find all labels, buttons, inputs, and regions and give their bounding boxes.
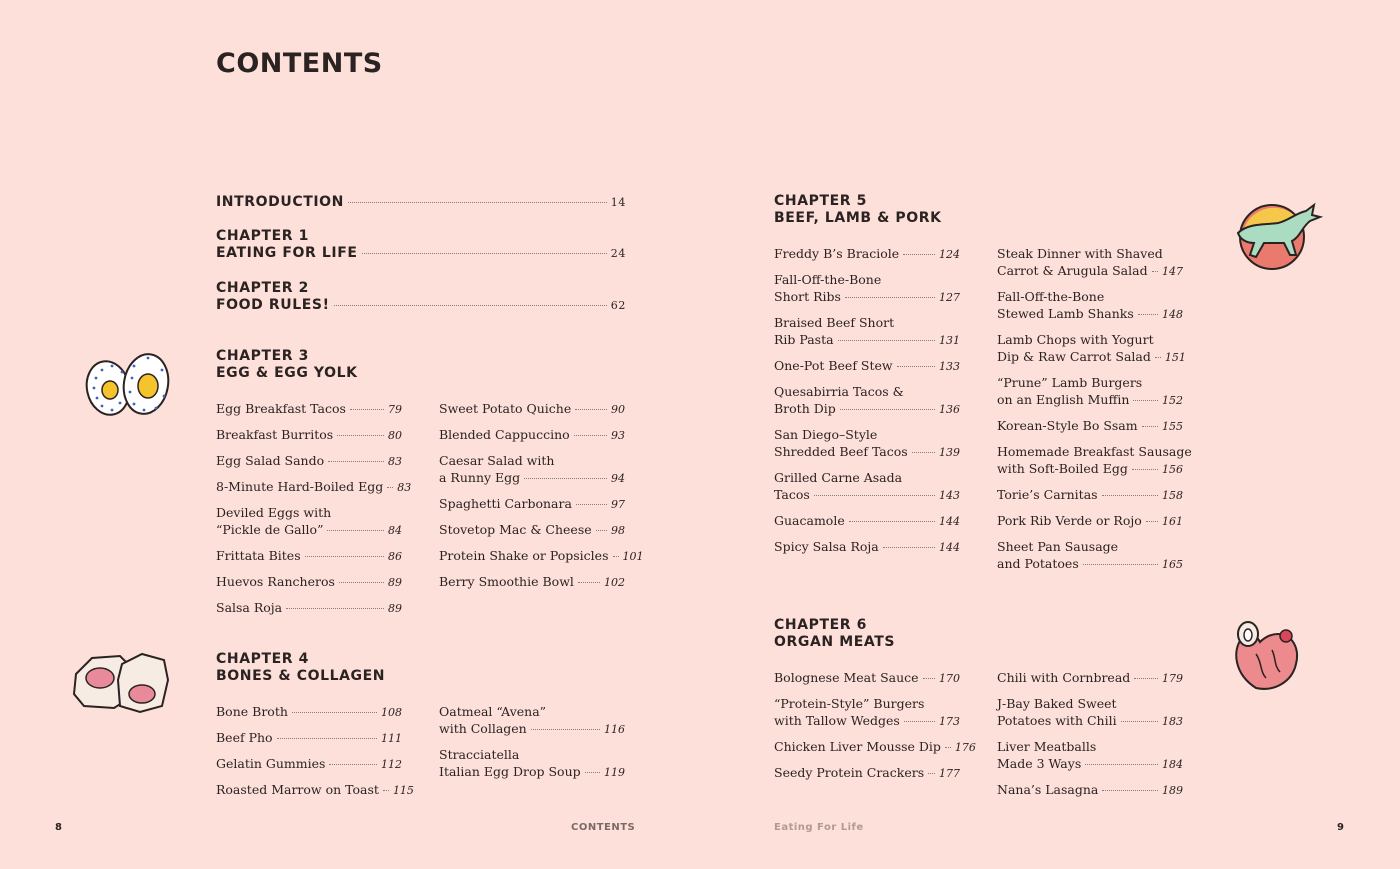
entry-title-line: One-Pot Beef Stew <box>774 358 893 373</box>
dot-leader <box>1152 271 1158 272</box>
entry-title-line: “Pickle de Gallo” <box>216 522 324 537</box>
entry-title-line: EATING FOR LIFE <box>216 245 358 261</box>
entry-last-line <box>439 426 625 444</box>
entry-last-line <box>997 669 1183 687</box>
page-number: 112 <box>381 758 402 771</box>
entry-title-line: with Soft-Boiled Egg <box>997 461 1128 476</box>
entry-title-line: and Potatoes <box>997 556 1079 571</box>
page-number: 170 <box>939 672 960 685</box>
dot-leader <box>339 582 384 583</box>
entry-last-line <box>774 288 960 306</box>
toc-recipe-entry <box>216 573 402 591</box>
entry-last-line <box>439 469 625 487</box>
page-number: 116 <box>604 723 625 736</box>
entry-title-line: Grilled Carne Asada <box>774 470 903 485</box>
entry-title-line: Italian Egg Drop Soup <box>439 764 581 779</box>
entry-title-line: Korean-Style Bo Ssam <box>997 418 1138 433</box>
dot-leader <box>1083 564 1158 565</box>
entry-last-line <box>774 738 976 756</box>
entry-title-line: “Prune” Lamb Burgers <box>997 375 1143 390</box>
toc-recipe-entry <box>439 746 625 781</box>
entry-title-line: with Tallow Wedges <box>774 713 900 728</box>
page-number: 183 <box>1162 715 1183 728</box>
entry-title-line: Fall-Off-the-Bone <box>774 272 882 287</box>
entry-title-line: Sheet Pan Sausage <box>997 539 1119 554</box>
entry-title-line: Frittata Bites <box>216 548 301 563</box>
toc-recipe-entry <box>774 512 960 530</box>
entry-title-line: on an English Muffin <box>997 392 1130 407</box>
toc-recipe-entry <box>216 478 412 496</box>
page-number: 84 <box>388 524 402 537</box>
toc-recipe-entry <box>439 400 625 418</box>
chapter-number: CHAPTER 3 <box>216 348 309 364</box>
entry-last-line <box>216 755 402 773</box>
page-number: 176 <box>954 741 976 754</box>
chapter-name: BEEF, LAMB & PORK <box>774 210 942 226</box>
entry-title-line: San Diego–Style <box>774 427 878 442</box>
toc-recipe-entry <box>216 729 402 747</box>
toc-recipe-entry <box>216 547 402 565</box>
dot-leader <box>1155 357 1161 358</box>
entry-title-line: Seedy Protein Crackers <box>774 765 925 780</box>
toc-recipe-entry <box>216 599 402 617</box>
dot-leader <box>903 254 935 255</box>
toc-recipe-entry <box>439 426 625 444</box>
entry-title-line: Breakfast Burritos <box>216 427 334 442</box>
toc-recipe-entry <box>997 512 1183 530</box>
entry-title-line: Sweet Potato Quiche <box>439 401 572 416</box>
page-number: 115 <box>392 784 414 797</box>
dot-leader <box>578 582 600 583</box>
dot-leader <box>574 435 607 436</box>
entry-title-line: Rib Pasta <box>774 332 834 347</box>
page-number: 90 <box>611 403 625 416</box>
page-number: 108 <box>381 706 402 719</box>
toc-recipe-entry <box>997 374 1183 409</box>
right-running-head: Eating For Life <box>774 822 864 833</box>
page-number: 124 <box>939 248 960 261</box>
dot-leader <box>1102 790 1158 791</box>
dot-leader <box>576 504 607 505</box>
entry-title-line: Egg Salad Sando <box>216 453 325 468</box>
entry-last-line <box>216 478 412 496</box>
entry-last-line <box>216 729 402 747</box>
chapter-name: BONES & COLLAGEN <box>216 668 386 684</box>
entry-last-line <box>774 331 960 349</box>
toc-recipe-entry <box>774 271 960 306</box>
page-number: 165 <box>1162 558 1183 571</box>
dot-leader <box>904 721 935 722</box>
entry-title-line: Deviled Eggs with <box>216 505 332 520</box>
toc-recipe-entry <box>216 426 402 444</box>
dot-leader <box>613 556 619 557</box>
toc-recipe-entry <box>216 504 402 539</box>
page-number: 152 <box>1162 394 1183 407</box>
toc-recipe-entry <box>216 452 402 470</box>
toc-recipe-entry <box>997 781 1183 799</box>
entry-title-line: Huevos Rancheros <box>216 574 335 589</box>
dot-leader <box>305 556 384 557</box>
page-number: 148 <box>1162 308 1183 321</box>
page-number: 119 <box>604 766 625 779</box>
entry-last-line <box>216 245 626 262</box>
page-number: 79 <box>388 403 402 416</box>
entry-title-line: Tacos <box>774 487 810 502</box>
toc-recipe-entry <box>774 469 960 504</box>
entry-last-line <box>997 460 1183 478</box>
dot-leader <box>575 409 607 410</box>
entry-last-line <box>774 669 960 687</box>
right-page-number: 9 <box>1337 822 1345 833</box>
toc-recipe-entry <box>997 443 1192 478</box>
entry-title-line: Potatoes with Chili <box>997 713 1117 728</box>
entry-last-line <box>997 305 1183 323</box>
toc-recipe-entry <box>774 669 960 687</box>
entry-last-line <box>439 573 625 591</box>
toc-recipe-entry <box>439 495 625 513</box>
dot-leader <box>883 547 935 548</box>
page-number: 86 <box>388 550 402 563</box>
marrow-bones-illustration-icon <box>70 650 172 716</box>
entry-last-line <box>774 486 960 504</box>
toc-recipe-entry <box>997 288 1183 323</box>
chapter-heading <box>216 348 358 382</box>
entry-last-line <box>439 547 644 565</box>
page-number: 184 <box>1162 758 1183 771</box>
page-number: 101 <box>622 550 644 563</box>
page-number: 83 <box>397 481 412 494</box>
page-number: 62 <box>610 299 626 312</box>
dot-leader <box>838 340 935 341</box>
entry-last-line <box>774 538 960 556</box>
entry-last-line <box>774 764 960 782</box>
entry-last-line <box>997 512 1183 530</box>
dot-leader <box>531 729 600 730</box>
chapter-heading <box>216 651 385 685</box>
dot-leader <box>923 678 935 679</box>
page-number: 189 <box>1162 784 1183 797</box>
entry-title-line: Liver Meatballs <box>997 739 1097 754</box>
entry-title-line: Stracciatella <box>439 747 520 762</box>
dot-leader <box>327 530 384 531</box>
entry-title-line: Shredded Beef Tacos <box>774 444 908 459</box>
entry-last-line <box>439 521 625 539</box>
toc-recipe-entry <box>997 669 1183 687</box>
dot-leader <box>1142 426 1158 427</box>
entry-title-line: Caesar Salad with <box>439 453 555 468</box>
page-number: 24 <box>610 247 626 260</box>
dot-leader <box>383 790 389 791</box>
page-number: 158 <box>1162 489 1183 502</box>
entry-title-line: Dip & Raw Carrot Salad <box>997 349 1151 364</box>
entry-title-line: INTRODUCTION <box>216 194 344 210</box>
page-number: 155 <box>1162 420 1183 433</box>
chapter-name: ORGAN MEATS <box>774 634 896 650</box>
entry-title-line: Braised Beef Short <box>774 315 895 330</box>
entry-last-line <box>216 194 626 211</box>
entry-title-line: Berry Smoothie Bowl <box>439 574 574 589</box>
chapter-heading <box>774 193 942 227</box>
dot-leader <box>897 366 935 367</box>
toc-recipe-entry <box>774 764 960 782</box>
entry-title-line: Torie’s Carnitas <box>997 487 1098 502</box>
toc-recipe-entry <box>216 755 402 773</box>
dot-leader <box>912 452 935 453</box>
page-number: 89 <box>388 576 402 589</box>
dot-leader <box>328 461 384 462</box>
dot-leader <box>337 435 384 436</box>
dot-leader <box>585 772 600 773</box>
dot-leader <box>524 478 607 479</box>
entry-title-line: Bolognese Meat Sauce <box>774 670 919 685</box>
entry-title-line: Oatmeal “Avena” <box>439 704 547 719</box>
chapter-number: CHAPTER 5 <box>774 193 867 209</box>
entry-title-line: FOOD RULES! <box>216 297 330 313</box>
toc-recipe-entry <box>774 738 976 756</box>
page-number: 14 <box>610 196 626 209</box>
entry-title-line: Pork Rib Verde or Rojo <box>997 513 1142 528</box>
entry-last-line <box>216 452 402 470</box>
entry-title-line: Stewed Lamb Shanks <box>997 306 1134 321</box>
entry-title-line: Nana’s Lasagna <box>997 782 1099 797</box>
entry-title-line: Stovetop Mac & Cheese <box>439 522 592 537</box>
entry-title-line: Gelatin Gummies <box>216 756 326 771</box>
dot-leader <box>387 487 393 488</box>
page-number: 156 <box>1162 463 1183 476</box>
entry-title-line: Salsa Roja <box>216 600 283 615</box>
dot-leader <box>348 202 607 203</box>
page-number: 93 <box>611 429 625 442</box>
toc-recipe-entry <box>774 538 960 556</box>
page-number: 136 <box>939 403 960 416</box>
dot-leader <box>329 764 377 765</box>
entry-last-line <box>997 555 1183 573</box>
chapter-number: CHAPTER 6 <box>774 617 867 633</box>
page-number: 144 <box>939 515 960 528</box>
toc-recipe-entry <box>439 703 625 738</box>
entry-last-line <box>216 599 402 617</box>
dot-leader <box>928 773 935 774</box>
entry-title-line: CHAPTER 1 <box>216 228 309 244</box>
page-number: 147 <box>1162 265 1183 278</box>
entry-last-line <box>439 763 625 781</box>
page-number: 143 <box>939 489 960 502</box>
dot-leader <box>350 409 384 410</box>
toc-recipe-entry <box>997 331 1186 366</box>
entry-title-line: Steak Dinner with Shaved <box>997 246 1163 261</box>
entry-title-line: Guacamole <box>774 513 845 528</box>
entry-title-line: with Collagen <box>439 721 527 736</box>
dot-leader <box>1134 678 1158 679</box>
eggs-illustration-icon <box>82 348 174 422</box>
dot-leader <box>596 530 607 531</box>
entry-title-line: Spicy Salsa Roja <box>774 539 879 554</box>
entry-last-line <box>997 755 1183 773</box>
entry-title-line: Bone Broth <box>216 704 288 719</box>
entry-last-line <box>997 712 1183 730</box>
dot-leader <box>1085 764 1158 765</box>
chapter-number: CHAPTER 4 <box>216 651 309 667</box>
entry-title-line: “Protein-Style” Burgers <box>774 696 925 711</box>
entry-title-line: J-Bay Baked Sweet <box>997 696 1117 711</box>
page-title: CONTENTS <box>216 48 383 79</box>
entry-title-line: Lamb Chops with Yogurt <box>997 332 1154 347</box>
entry-last-line <box>439 720 625 738</box>
toc-chapter-entry <box>216 194 626 211</box>
entry-last-line <box>997 486 1183 504</box>
entry-last-line <box>439 400 625 418</box>
toc-recipe-entry <box>997 738 1183 773</box>
toc-recipe-entry <box>216 703 402 721</box>
entry-title-line: 8-Minute Hard-Boiled Egg <box>216 479 384 494</box>
entry-title-line: Chili with Cornbread <box>997 670 1131 685</box>
dot-leader <box>1121 721 1158 722</box>
entry-title-line: Roasted Marrow on Toast <box>216 782 379 797</box>
entry-title-line: Homemade Breakfast Sausage <box>997 444 1192 459</box>
toc-recipe-entry <box>774 357 960 375</box>
entry-last-line <box>216 400 402 418</box>
entry-title-line: Chicken Liver Mousse Dip <box>774 739 941 754</box>
entry-title-line: Made 3 Ways <box>997 756 1082 771</box>
page-number: 97 <box>611 498 625 511</box>
dot-leader <box>814 495 935 496</box>
entry-last-line <box>216 521 402 539</box>
entry-last-line <box>216 703 402 721</box>
entry-last-line <box>216 297 626 314</box>
toc-recipe-entry <box>216 781 414 799</box>
toc-recipe-entry <box>216 400 402 418</box>
entry-title-line: Beef Pho <box>216 730 273 745</box>
toc-recipe-entry <box>997 538 1183 573</box>
dot-leader <box>362 253 607 254</box>
page-number: 133 <box>939 360 960 373</box>
entry-last-line <box>997 781 1183 799</box>
page-number: 83 <box>388 455 402 468</box>
toc-recipe-entry <box>774 383 960 418</box>
chapter-name: EGG & EGG YOLK <box>216 365 358 381</box>
dot-leader <box>845 297 935 298</box>
left-page-number: 8 <box>55 822 63 833</box>
toc-recipe-entry <box>774 245 960 263</box>
left-running-head: CONTENTS <box>571 822 636 833</box>
page-number: 127 <box>939 291 960 304</box>
toc-recipe-entry <box>997 486 1183 504</box>
entry-last-line <box>216 781 414 799</box>
entry-title-line: a Runny Egg <box>439 470 521 485</box>
entry-last-line <box>439 495 625 513</box>
page-number: 80 <box>388 429 402 442</box>
toc-recipe-entry <box>774 314 960 349</box>
toc-recipe-entry <box>997 245 1183 280</box>
page-number: 151 <box>1164 351 1186 364</box>
entry-title-line: Carrot & Arugula Salad <box>997 263 1148 278</box>
toc-chapter-entry <box>216 228 626 262</box>
toc-chapter-entry <box>216 280 626 314</box>
entry-last-line <box>774 512 960 530</box>
page-number: 111 <box>381 732 402 745</box>
dot-leader <box>286 608 384 609</box>
heart-organ-illustration-icon <box>1226 616 1306 696</box>
entry-title-line: Spaghetti Carbonara <box>439 496 572 511</box>
entry-last-line <box>997 262 1183 280</box>
entry-last-line <box>997 348 1186 366</box>
chapter-heading <box>774 617 895 651</box>
entry-title-line: CHAPTER 2 <box>216 280 309 296</box>
page-number: 179 <box>1162 672 1183 685</box>
dot-leader <box>945 747 951 748</box>
toc-recipe-entry <box>997 417 1183 435</box>
entry-last-line <box>774 712 960 730</box>
toc-recipe-entry <box>774 695 960 730</box>
dot-leader <box>1133 400 1158 401</box>
page-number: 131 <box>939 334 960 347</box>
dot-leader <box>334 305 607 306</box>
entry-last-line <box>216 547 402 565</box>
dot-leader <box>1132 469 1158 470</box>
entry-last-line <box>774 357 960 375</box>
page-number: 98 <box>611 524 625 537</box>
entry-title-line: Egg Breakfast Tacos <box>216 401 346 416</box>
toc-recipe-entry <box>439 547 644 565</box>
page-number: 139 <box>939 446 960 459</box>
entry-last-line <box>997 391 1183 409</box>
page-number: 173 <box>939 715 960 728</box>
entry-last-line <box>774 443 960 461</box>
dot-leader <box>292 712 377 713</box>
dot-leader <box>849 521 935 522</box>
toc-recipe-entry <box>439 573 625 591</box>
entry-title-line: Quesabirria Tacos & <box>774 384 904 399</box>
entry-last-line <box>774 245 960 263</box>
entry-last-line <box>216 426 402 444</box>
entry-title-line: Broth Dip <box>774 401 836 416</box>
entry-title-line: Blended Cappuccino <box>439 427 570 442</box>
entry-last-line <box>774 400 960 418</box>
running-animal-illustration-icon <box>1230 193 1324 271</box>
dot-leader <box>1146 521 1158 522</box>
page-number: 161 <box>1162 515 1183 528</box>
page-number: 94 <box>611 472 625 485</box>
entry-last-line <box>997 417 1183 435</box>
toc-recipe-entry <box>774 426 960 461</box>
toc-recipe-entry <box>439 452 625 487</box>
page-number: 89 <box>388 602 402 615</box>
page-number: 102 <box>604 576 625 589</box>
entry-title-line: Fall-Off-the-Bone <box>997 289 1105 304</box>
entry-last-line <box>216 573 402 591</box>
dot-leader <box>840 409 935 410</box>
page-number: 144 <box>939 541 960 554</box>
dot-leader <box>1102 495 1158 496</box>
entry-title-line: Freddy B’s Braciole <box>774 246 900 261</box>
toc-recipe-entry <box>439 521 625 539</box>
dot-leader <box>277 738 377 739</box>
dot-leader <box>1138 314 1158 315</box>
entry-title-line: Short Ribs <box>774 289 841 304</box>
toc-recipe-entry <box>997 695 1183 730</box>
entry-title-line: Protein Shake or Popsicles <box>439 548 609 563</box>
page-number: 177 <box>939 767 960 780</box>
